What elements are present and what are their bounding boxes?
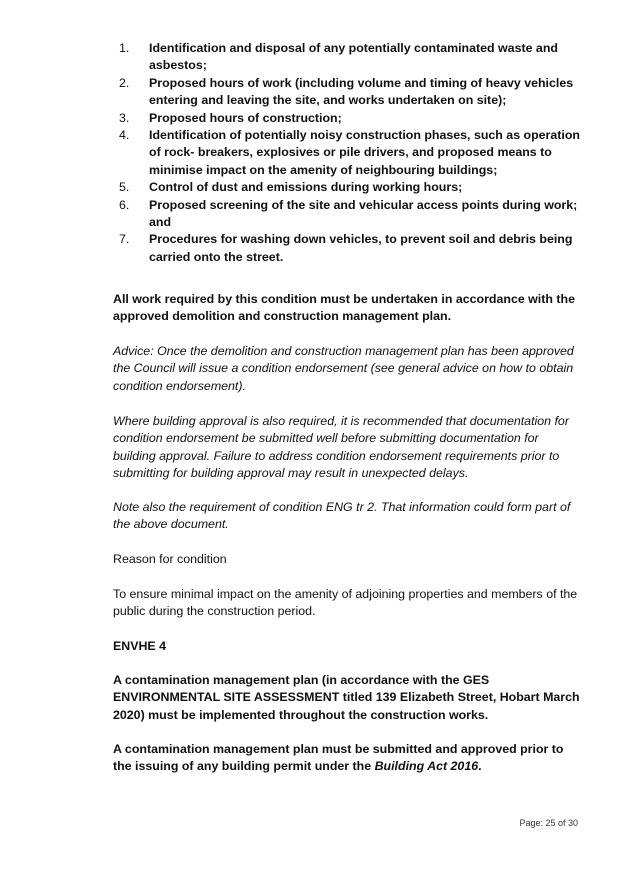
list-item: 1. Identification and disposal of any potentially contaminated waste and asbestos;	[119, 41, 558, 73]
contamination-plan-paragraph: A contamination management plan (in accordance with the GES ENVIRONMENTAL SITE ASSESSMENT titled 139 Elizabeth Street, Hobart March 2020) must be implemented throughout the construction works.	[113, 673, 580, 722]
list-item: 2. Proposed hours of work (including volume and timing of heavy vehicles entering and leaving the site, and works undertaken on site);	[119, 75, 574, 108]
list-item: 3. Proposed hours of construction;	[119, 110, 342, 125]
list-item: 6. Proposed screening of the site and vehicular access points during work; and	[119, 197, 578, 230]
conditions-list	[113, 40, 583, 266]
building-approval-paragraph: Where building approval is also required, it is recommended that documentation for condition endorsement be submitted well before submitting documentation for building approval. Failure to address condition endorsement requirements prior to submitting for building approval may result in unexpected delays.	[113, 414, 569, 481]
advice-paragraph: Advice: Once the demolition and construction management plan has been approved the Council will issue a condition endorsement (see general advice on how to obtain condition endorsement).	[113, 344, 574, 393]
note-paragraph: Note also the requirement of condition ENG tr 2. That information could form part of the above document.	[113, 500, 571, 532]
list-item: 7. Procedures for washing down vehicles, to prevent soil and debris being carried onto the street.	[119, 232, 573, 264]
all-work-paragraph: All work required by this condition must be undertaken in accordance with the approved demolition and construction management plan.	[113, 292, 575, 324]
list-item: 5. Control of dust and emissions during working hours;	[119, 180, 463, 195]
submission-paragraph: A contamination management plan must be submitted and approved prior to the issuing of any building permit under the Building Act 2016.	[113, 742, 564, 774]
act-title: Building Act 2016	[374, 759, 479, 774]
page-number: Page: 25 of 30	[519, 818, 578, 828]
section-heading: ENVHE 4	[113, 639, 167, 653]
reason-paragraph: To ensure minimal impact on the amenity of adjoining properties and members of the public during the construction period.	[113, 587, 578, 619]
reason-heading: Reason for condition	[113, 552, 227, 566]
list-item: 4. Identification of potentially noisy construction phases, such as operation of rock- breakers, explosives or pile drivers, and proposed means to minimise impact on the amenity of neighbouring buildings;	[119, 128, 580, 177]
